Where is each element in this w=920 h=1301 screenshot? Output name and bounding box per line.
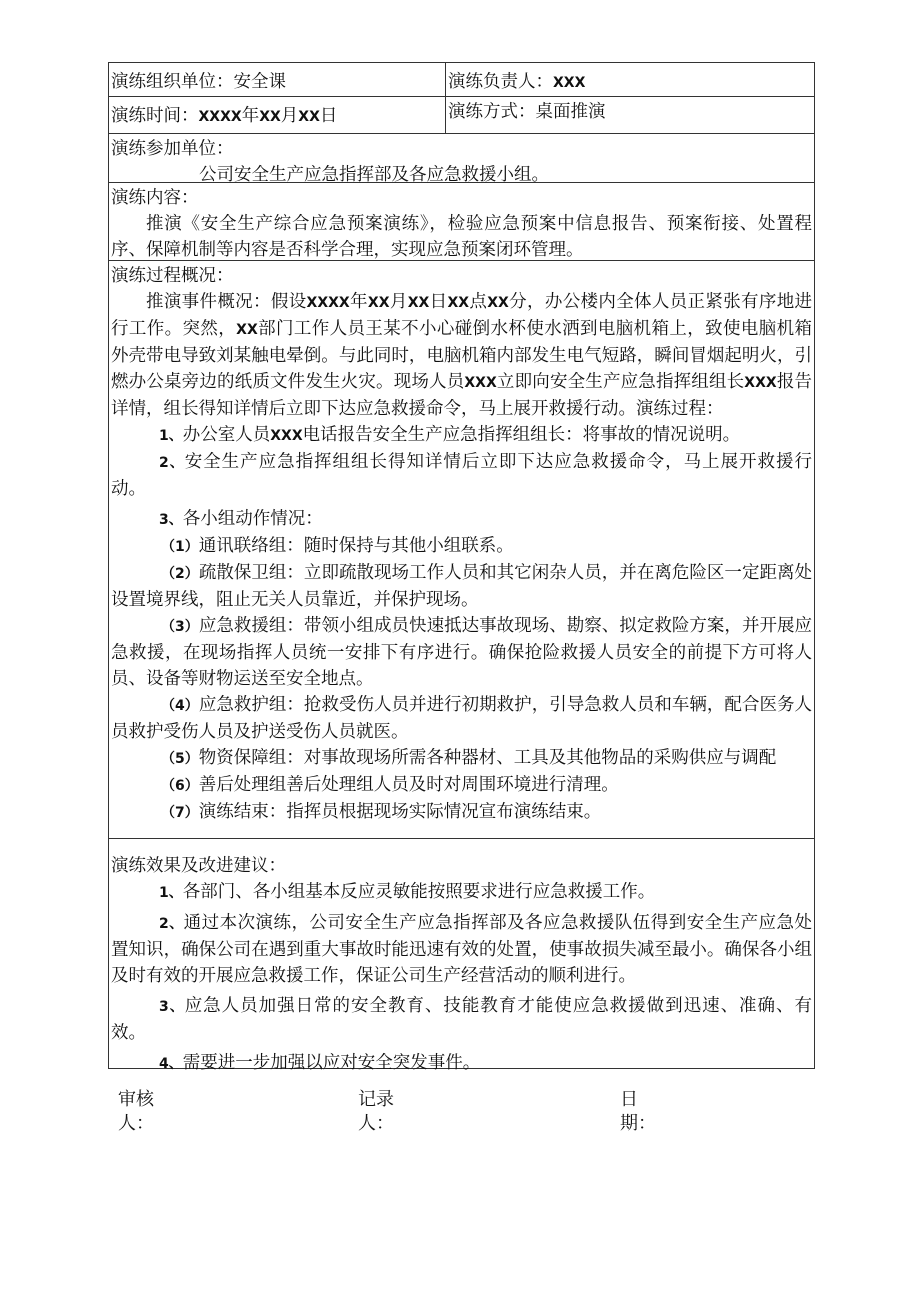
scenario-text: 年 [349, 292, 368, 312]
group-number: （4） [161, 698, 199, 714]
leader-cell [446, 63, 814, 96]
participants-value: 公司安全生产应急指挥部及各应急救援小组。 [199, 165, 549, 185]
time-month-unit: 月 [280, 106, 299, 126]
scenario-text: 报告详情，组长得知详情后立即下达应急救援命令，马上展开救援行动。演练过程： [111, 372, 813, 419]
placeholder-hour: XX [447, 295, 470, 311]
scenario-text: 点 [469, 292, 488, 312]
scenario-text: 月 [389, 292, 408, 312]
time-day: XX [298, 109, 320, 125]
group-item-5 [111, 745, 812, 772]
step-text: 电话报告安全生产应急指挥组组长：将事故的情况说明。 [302, 425, 741, 445]
placeholder-year: XXXX [306, 295, 350, 311]
leader-label: 演练负责人： [448, 72, 553, 92]
group-text: 通讯联络组：随时保持与其他小组联系。 [198, 536, 514, 556]
effect-number: 3、 [159, 999, 185, 1015]
org-label: 演练组织单位：安全课 [111, 72, 286, 92]
placeholder-leader: XXX [744, 375, 777, 391]
group-number: （2） [161, 566, 199, 582]
scenario-text: 部门工作人员王某不小心碰倒水杯使水洒到电脑机箱上，致使电脑机箱外壳带电导致刘某触电晕倒。与此同时，电脑机箱内部发生电气短路，瞬间冒烟起明火，引燃办公桌旁边的纸质文件发生火灾。现场人员 [111, 319, 813, 392]
group-text: 应急救护组：抢救受伤人员并进行初期救护，引导急救人员和车辆，配合医务人员救护受伤人员及护送受伤人员就医。 [111, 695, 812, 742]
process-label: 演练过程概况： [111, 266, 234, 286]
time-year: XXXX [198, 109, 242, 125]
group-item-2 [111, 560, 812, 613]
effects-label: 演练效果及改进建议： [111, 856, 286, 876]
recorder-signature-label: 记录人： [358, 1089, 394, 1134]
step-number: 2、 [159, 455, 185, 471]
row-time-method [109, 97, 814, 134]
effect-item-2 [111, 910, 812, 989]
step-text: 安全生产应急指挥组组长得知详情后立即下达应急救援命令，马上展开救援行动。 [111, 452, 812, 499]
effect-item-4 [111, 1050, 812, 1077]
content-label: 演练内容： [111, 188, 199, 208]
date-signature-label: 日期： [620, 1089, 656, 1134]
effect-item-1 [111, 879, 812, 906]
process-section [109, 261, 814, 839]
time-cell [109, 97, 446, 133]
group-number: （5） [161, 751, 199, 767]
scenario-text: 立即向安全生产应急指挥组组长 [496, 372, 745, 392]
group-item-1 [111, 533, 812, 560]
scenario-text: 推演事件概况：假设 [146, 292, 307, 312]
effect-item-3 [111, 993, 812, 1046]
effect-text: 各部门、各小组基本反应灵敏能按照要求进行应急救援工作。 [182, 882, 656, 902]
process-step-1 [111, 422, 812, 449]
group-item-7 [111, 799, 812, 826]
effect-number: 4、 [159, 1056, 183, 1072]
effect-text: 需要进一步加强以应对安全突发事件。 [182, 1053, 481, 1073]
group-text: 善后处理组善后处理组人员及时对周围环境进行清理。 [198, 775, 619, 795]
time-label: 演练时间： [111, 106, 199, 126]
group-number: （6） [161, 778, 199, 794]
placeholder-department: XX [236, 322, 258, 338]
process-step-3 [111, 506, 812, 533]
group-number: （3） [161, 619, 199, 635]
effect-text: 应急人员加强日常的安全教育、技能教育才能使应急救援做到迅速、准确、有效。 [111, 996, 812, 1043]
time-day-unit: 日 [319, 106, 338, 126]
content-text: 推演《安全生产综合应急预案演练》，检验应急预案中信息报告、预案衔接、处置程序、保障机制等内容是否科学合理，实现应急预案闭环管理。 [111, 214, 812, 260]
placeholder-day: XX [407, 295, 430, 311]
content-section [109, 183, 814, 261]
process-step-2 [111, 449, 812, 502]
method-label: 演练方式：桌面推演 [448, 102, 606, 122]
group-text: 演练结束：指挥员根据现场实际情况宣布演练结束。 [198, 802, 602, 822]
time-month: XX [259, 109, 281, 125]
effect-number: 2、 [159, 916, 184, 932]
leader-value: XXX [553, 75, 586, 91]
org-cell [109, 63, 446, 96]
group-number: （1） [161, 539, 199, 555]
placeholder-person: XXX [270, 428, 303, 444]
scenario-text: 分，办公楼内全体人员正紧张有序地进行工作。突然， [111, 292, 813, 339]
time-year-unit: 年 [241, 106, 260, 126]
effect-number: 1、 [159, 885, 183, 901]
group-text: 物资保障组：对事故现场所需各种器材、工具及其他物品的采购供应与调配 [198, 748, 777, 768]
participants-section [109, 134, 814, 183]
group-item-4 [111, 692, 812, 745]
placeholder-person: XXX [464, 375, 497, 391]
group-item-3 [111, 613, 812, 692]
group-item-6 [111, 772, 812, 799]
scenario-text: 日 [429, 292, 448, 312]
process-scenario [111, 289, 812, 422]
step-text: 各小组动作情况： [182, 509, 323, 529]
effects-section [109, 839, 814, 1073]
placeholder-minute: XX [487, 295, 509, 311]
row-org-leader [109, 63, 814, 97]
participants-label: 演练参加单位： [111, 139, 234, 159]
method-cell [446, 97, 814, 133]
reviewer-signature-label: 审核人： [118, 1089, 154, 1134]
group-number: （7） [161, 805, 199, 821]
group-text: 疏散保卫组：立即疏散现场工作人员和其它闲杂人员，并在离危险区一定距离处设置境界线，阻止无关人员靠近，并保护现场。 [111, 563, 812, 610]
step-text: 办公室人员 [182, 425, 271, 445]
group-text: 应急救援组：带领小组成员快速抵达事故现场、勘察、拟定救险方案，并开展应急救援，在现场指挥人员统一安排下有序进行。确保抢险救援人员安全的前提下方可将人员、设备等财物运送至安全地点。 [111, 616, 812, 689]
placeholder-month: XX [367, 295, 390, 311]
drill-record-table [108, 62, 815, 1073]
step-number: 3、 [159, 512, 183, 528]
step-number: 1、 [159, 428, 183, 444]
effect-text: 通过本次演练，公司安全生产应急指挥部及各应急救援队伍得到安全生产应急处置知识，确保公司在遇到重大事故时能迅速有效的处置，使事故损失减至最小。确保各小组及时有效的开展应急救援工作，保证公司生产经营活动的顺利进行。 [111, 913, 812, 986]
